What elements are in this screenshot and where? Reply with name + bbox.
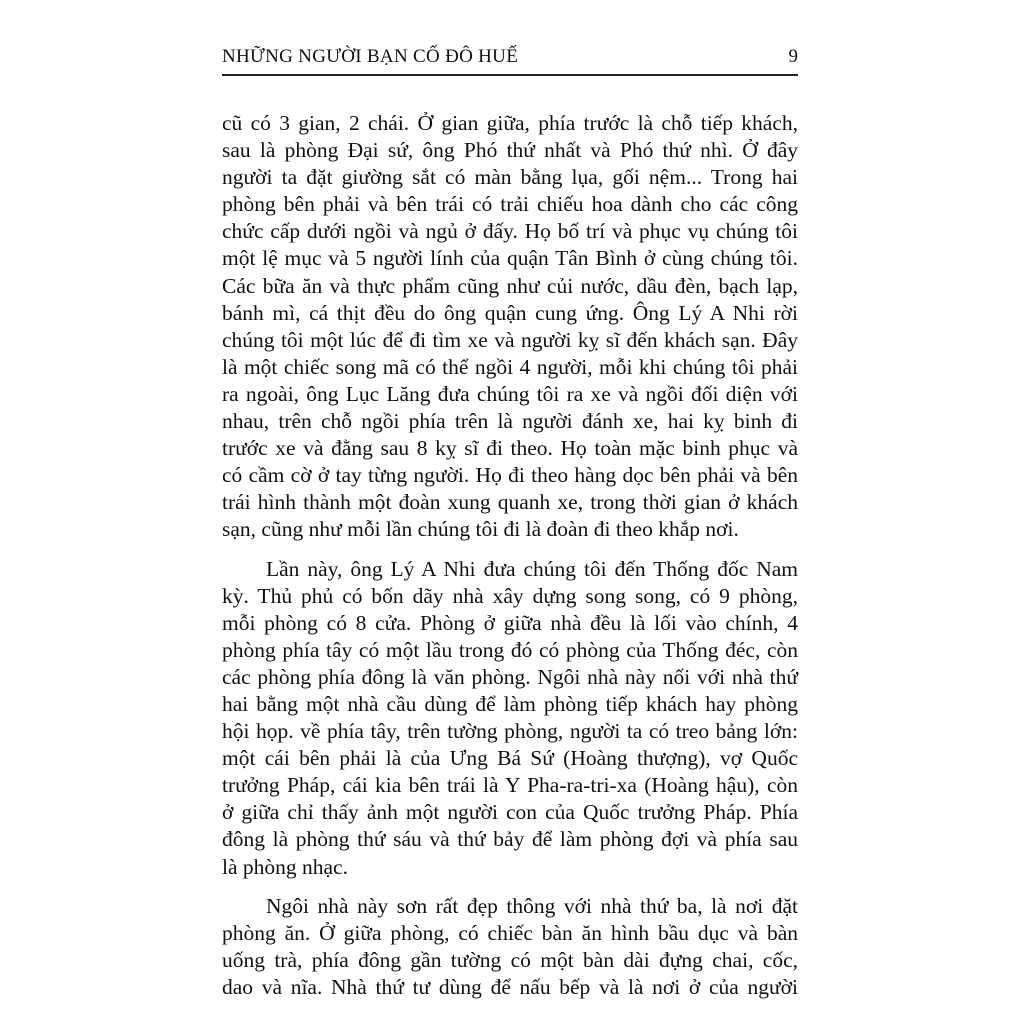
paragraph-2: [222, 556, 798, 881]
text-line: là phòng nhạc.: [222, 854, 348, 879]
paragraph-1: [222, 110, 798, 544]
header-rule: [222, 74, 798, 76]
text-line: kỳ. Thủ phủ có bốn dãy nhà xây dựng song song, có 9 phòng,: [222, 583, 798, 608]
text-line: chúng tôi một lúc để đi tìm xe và người kỵ sĩ đến khách sạn. Đây: [222, 327, 798, 352]
paragraph-3: [222, 893, 798, 1001]
text-line: cũ có 3 gian, 2 chái. Ở gian giữa, phía trước là chỗ tiếp khách,: [222, 111, 798, 135]
text-line: sạn, cũng như mỗi lần chúng tôi đi là đoàn đi theo khắp nơi.: [222, 517, 739, 542]
text-line: chức cấp dưới ngồi và ngủ ở đấy. Họ bố trí và phục vụ chúng tôi: [222, 219, 798, 244]
text-line: trưởng Pháp, cái kia bên trái là Y Pha-ra-tri-xa (Hoàng hậu), còn: [222, 773, 798, 798]
text-line: ở giữa chỉ thấy ảnh một người con của Quốc trưởng Pháp. Phía: [222, 800, 798, 825]
header-title: NHỮNG NGƯỜI BẠN CỐ ĐÔ HUẾ: [222, 46, 519, 67]
text-line: có cầm cờ ở tay từng người. Họ đi theo hàng dọc bên phải và bên: [222, 463, 798, 488]
text-line: ra ngoài, ông Lục Lăng đưa chúng tôi ra xe và ngồi đối diện với: [222, 381, 798, 406]
text-line: uống trà, phía đông gần tường có một bàn dài đựng chai, cốc,: [222, 947, 798, 972]
text-line: người ta đặt giường sắt có màn bằng lụa, gối nệm... Trong hai: [222, 165, 798, 190]
page-number: 9: [788, 46, 798, 67]
text-line: hội họp. về phía tây, trên tường phòng, người ta có treo bảng lớn:: [222, 719, 798, 744]
text-line: một cái bên phải là của Ưng Bá Sứ (Hoàng thượng), vợ Quốc: [222, 746, 798, 771]
paragraph-gap: [222, 881, 798, 893]
text-line: phòng ăn. Ở giữa phòng, có chiếc bàn ăn hình bầu dục và bàn: [222, 920, 798, 945]
text-line: sau là phòng Đại sứ, ông Phó thứ nhất và Phó thứ nhì. Ở đây: [222, 138, 798, 163]
text-line: Lần này, ông Lý A Nhi đưa chúng tôi đến Thống đốc Nam: [266, 556, 798, 581]
text-line: bánh mì, cá thịt đều do ông quận cung ứng. Ông Lý A Nhi rời: [222, 300, 798, 325]
text-line: Các bữa ăn và thực phẩm cũng như củi nước, dầu đèn, bạch lạp,: [222, 273, 798, 298]
text-line: nhau, trên chỗ ngồi phía trên là người đánh xe, hai kỵ binh đi: [222, 409, 798, 434]
body-text: [222, 110, 798, 1001]
text-line: là một chiếc song mã có thể ngồi 4 người, mỗi khi chúng tôi phải: [222, 354, 798, 379]
text-line: mỗi phòng có 8 cửa. Phòng ở giữa nhà đều là lối vào chính, 4: [222, 610, 798, 635]
text-line: trái hình thành một đoàn xung quanh xe, trong thời gian ở khách: [222, 490, 798, 515]
running-header: [222, 44, 798, 74]
text-line: một lệ mục và 5 người lính của quận Tân Bình ở cùng chúng tôi.: [222, 246, 798, 271]
text-line: dao và nĩa. Nhà thứ tư dùng để nấu bếp và là nơi ở của người: [222, 974, 798, 999]
text-line: phòng phía tây có một lầu trong đó có phòng của Thống đéc, còn: [222, 637, 798, 662]
text-line: Ngôi nhà này sơn rất đẹp thông với nhà thứ ba, là nơi đặt: [266, 893, 798, 918]
text-line: trước xe và đằng sau 8 kỵ sĩ đi theo. Họ toàn mặc binh phục và: [222, 436, 798, 461]
text-line: hai bằng một nhà cầu dùng để làm phòng tiếp khách hay phòng: [222, 691, 798, 716]
paragraph-gap: [222, 544, 798, 556]
text-line: đông là phòng thứ sáu và thứ bảy để làm phòng đợi và phía sau: [222, 827, 798, 852]
text-line: các phòng phía đông là văn phòng. Ngôi nhà này nối với nhà thứ: [222, 664, 798, 689]
text-line: phòng bên phải và bên trái có trải chiếu hoa dành cho các công: [222, 192, 798, 217]
